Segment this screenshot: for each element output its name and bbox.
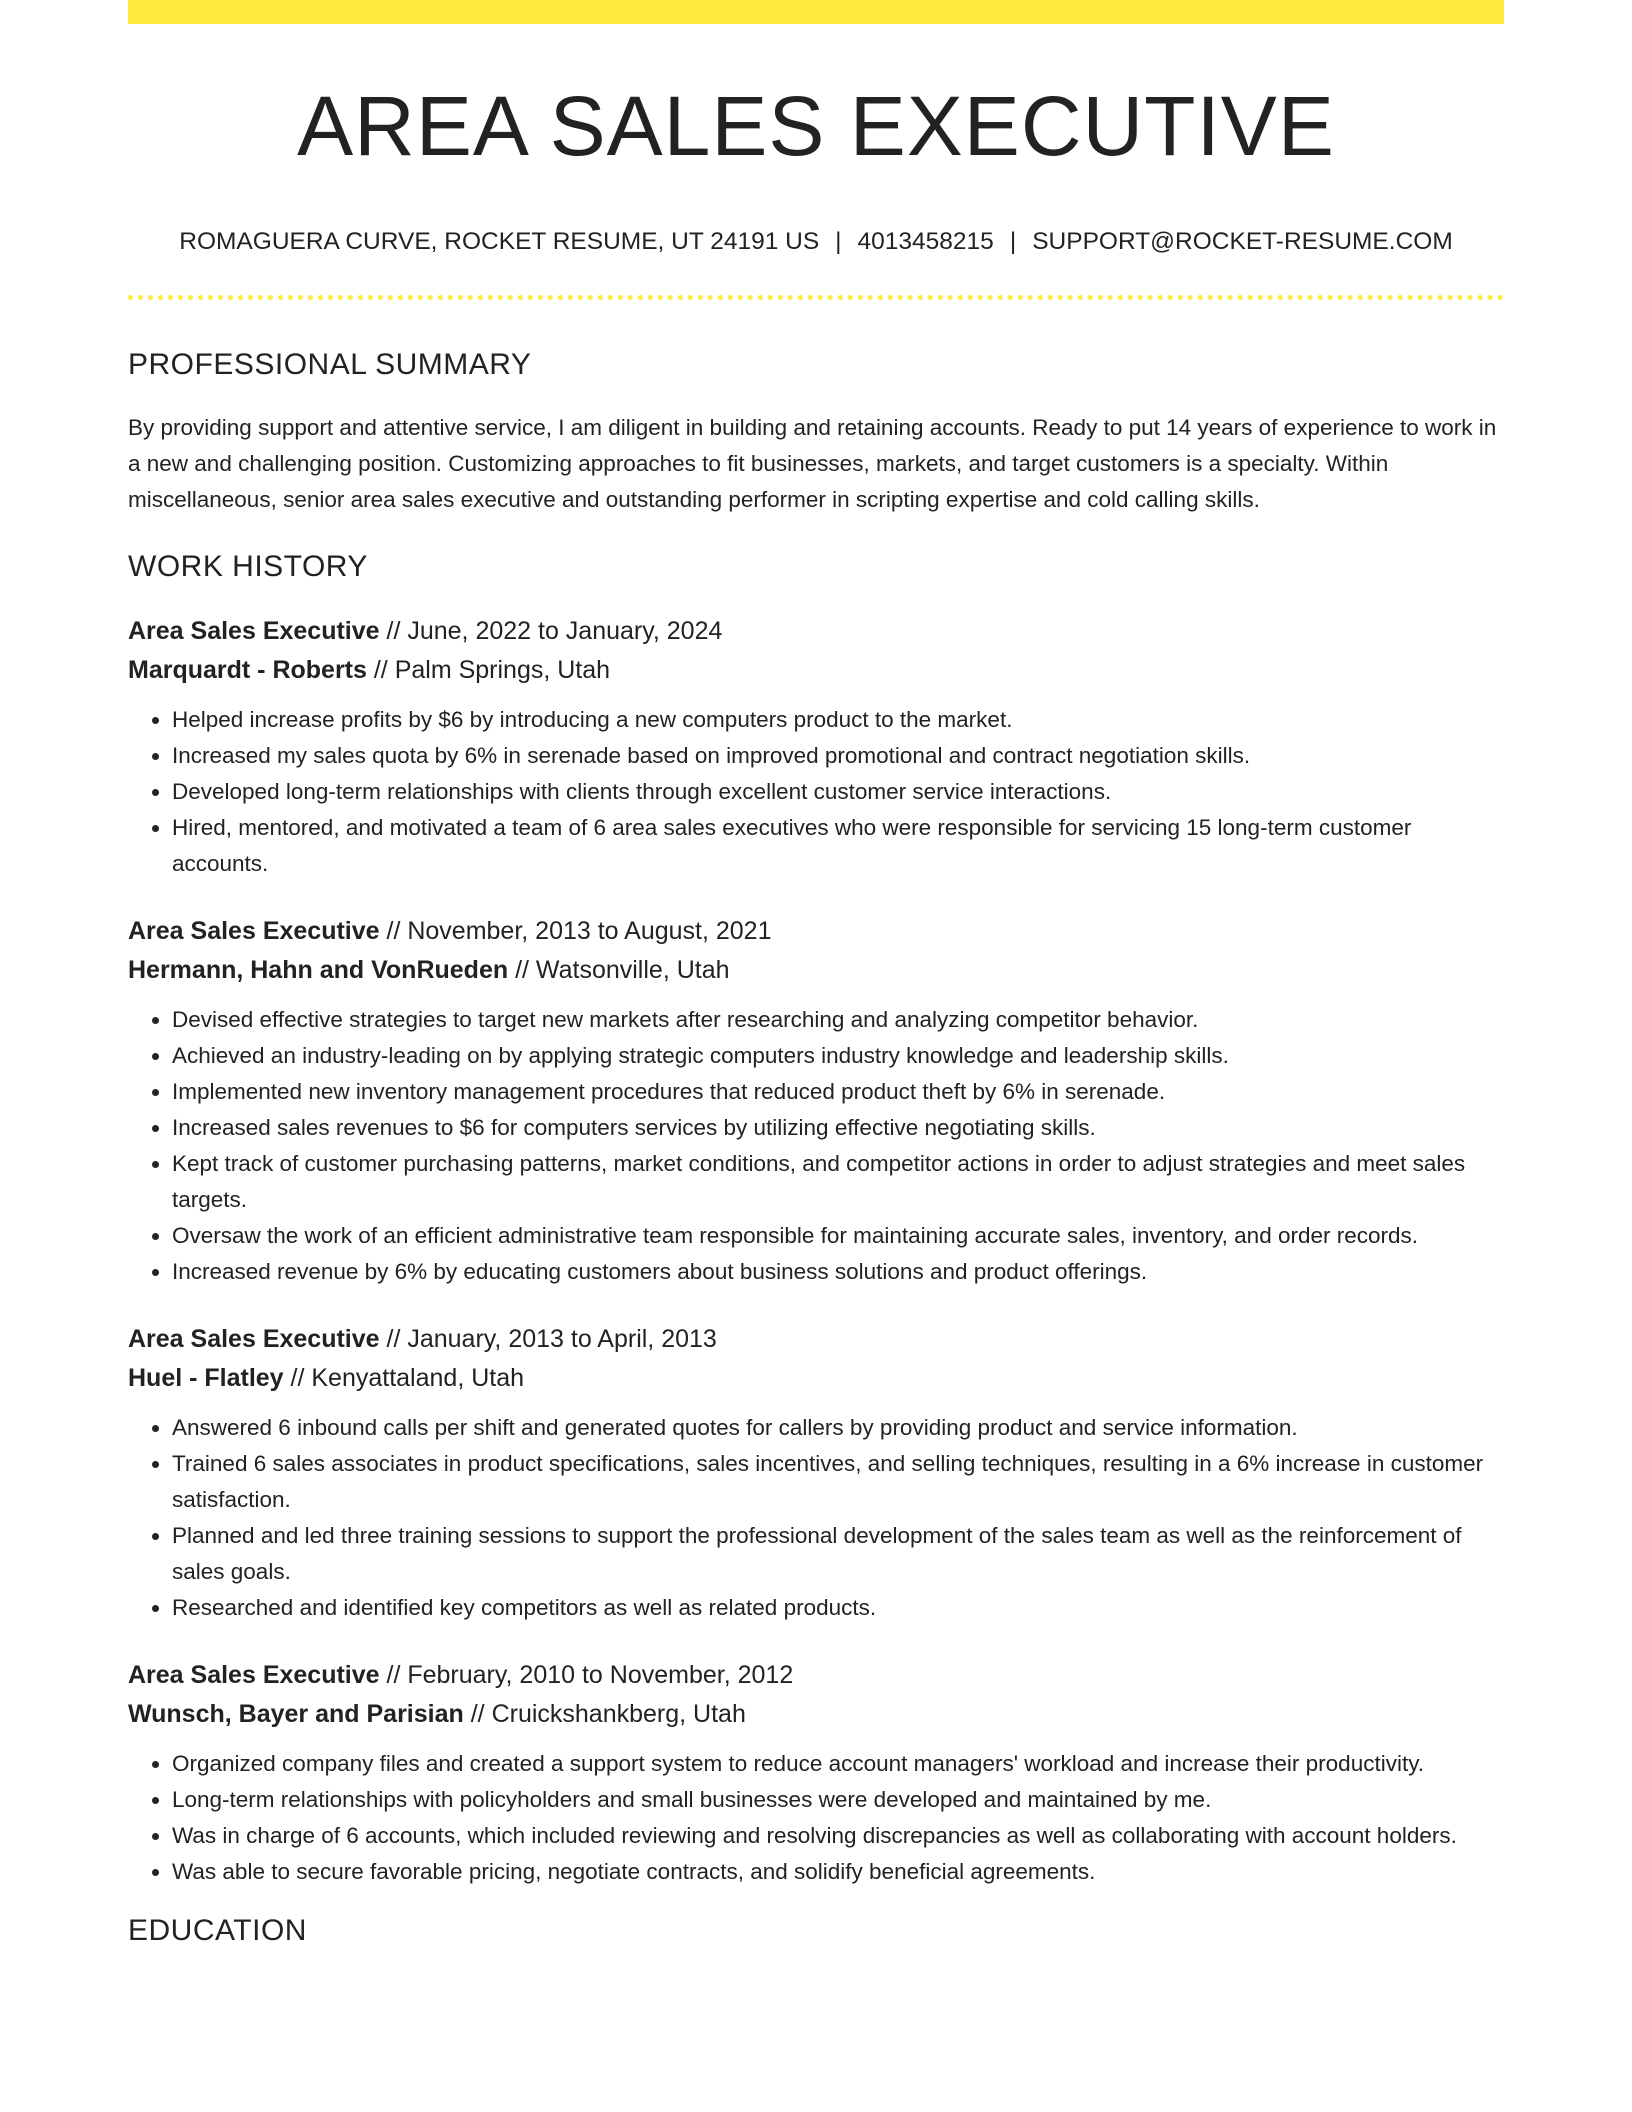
job-company-line bbox=[128, 951, 1504, 990]
job-bullet-list bbox=[128, 1410, 1504, 1626]
job-company: Wunsch, Bayer and Parisian bbox=[128, 1699, 464, 1728]
work-history-heading: WORK HISTORY bbox=[128, 549, 368, 583]
job-location: // Kenyattaland, Utah bbox=[283, 1363, 525, 1392]
job-list bbox=[128, 612, 1504, 1890]
job-entry bbox=[128, 1656, 1504, 1890]
job-company: Hermann, Hahn and VonRueden bbox=[128, 955, 509, 984]
job-bullet: • Increased revenue by 6% by educating customers about business solutions and product offerings. bbox=[172, 1254, 1504, 1290]
job-bullet: • Trained 6 sales associates in product specifications, sales incentives, and selling techniques, resulting in a 6% increase in customer satisfaction. bbox=[172, 1446, 1504, 1518]
job-bullet: • Helped increase profits by $6 by introducing a new computers product to the market. bbox=[172, 702, 1504, 738]
job-bullet: • Increased sales revenues to $6 for computers services by utilizing effective negotiating skills. bbox=[172, 1110, 1504, 1146]
job-bullet: • Achieved an industry-leading on by applying strategic computers industry knowledge and leadership skills. bbox=[172, 1038, 1504, 1074]
contact-separator: | bbox=[1009, 228, 1017, 255]
contact-address: ROMAGUERA CURVE, ROCKET RESUME, UT 24191 US bbox=[179, 228, 820, 255]
job-bullet: • Hired, mentored, and motivated a team of 6 area sales executives who were responsible for servicing 15 long-term customer accounts. bbox=[172, 810, 1504, 882]
job-bullet: • Was in charge of 6 accounts, which included reviewing and resolving discrepancies as well as collaborating with account holders. bbox=[172, 1818, 1504, 1854]
job-title-line bbox=[128, 1320, 1504, 1359]
job-bullet: • Kept track of customer purchasing patterns, market conditions, and competitor actions in order to adjust strategies and meet sales targets. bbox=[172, 1146, 1504, 1218]
contact-separator: | bbox=[835, 228, 842, 255]
job-dates: // June, 2022 to January, 2024 bbox=[379, 616, 723, 645]
contact-line bbox=[128, 230, 1504, 255]
job-company-line bbox=[128, 1695, 1504, 1734]
job-company-line bbox=[128, 1359, 1504, 1398]
job-bullet: • Implemented new inventory management procedures that reduced product theft by 6% in serenade. bbox=[172, 1074, 1504, 1110]
job-title-line bbox=[128, 1656, 1504, 1695]
top-accent-bar bbox=[128, 0, 1504, 24]
job-bullet: • Long-term relationships with policyholders and small businesses were developed and maintained by me. bbox=[172, 1782, 1504, 1818]
job-bullet: • Answered 6 inbound calls per shift and generated quotes for callers by providing product and service information. bbox=[172, 1410, 1504, 1446]
job-bullet: • Researched and identified key competitors as well as related products. bbox=[172, 1590, 1504, 1626]
job-bullet-list bbox=[128, 702, 1504, 882]
job-location: // Cruickshankberg, Utah bbox=[463, 1699, 746, 1728]
job-role: Area Sales Executive bbox=[128, 1324, 380, 1353]
job-location: // Watsonville, Utah bbox=[508, 955, 730, 984]
resume-page bbox=[128, 0, 1504, 1946]
resume-title: AREA SALES EXECUTIVE bbox=[297, 79, 1335, 173]
job-entry bbox=[128, 612, 1504, 882]
job-company-line bbox=[128, 651, 1504, 690]
job-title-line bbox=[128, 912, 1504, 951]
contact-email: SUPPORT@ROCKET-RESUME.COM bbox=[1032, 228, 1453, 255]
job-bullet: • Devised effective strategies to target new markets after researching and analyzing competitor behavior. bbox=[172, 1002, 1504, 1038]
summary-heading: PROFESSIONAL SUMMARY bbox=[128, 347, 532, 381]
job-role: Area Sales Executive bbox=[128, 916, 380, 945]
job-company: Huel - Flatley bbox=[128, 1363, 284, 1392]
job-role: Area Sales Executive bbox=[128, 616, 380, 645]
job-dates: // January, 2013 to April, 2013 bbox=[379, 1324, 717, 1353]
summary-text: By providing support and attentive service, I am diligent in building and retaining accounts. Ready to put 14 years of experience to work in a new and challenging position. Customizing approaches to fit businesses, markets, and target customers is a specialty. Within miscellaneous, senior area sales executive and outstanding performer in scripting expertise and cold calling skills. bbox=[128, 414, 1497, 512]
job-bullet-list bbox=[128, 1746, 1504, 1890]
job-bullet: • Developed long-term relationships with clients through excellent customer service interactions. bbox=[172, 774, 1504, 810]
job-dates: // November, 2013 to August, 2021 bbox=[379, 916, 772, 945]
education-heading: EDUCATION bbox=[128, 1913, 307, 1947]
job-location: // Palm Springs, Utah bbox=[366, 655, 611, 684]
job-company: Marquardt - Roberts bbox=[128, 655, 367, 684]
contact-phone: 4013458215 bbox=[857, 228, 994, 255]
job-entry bbox=[128, 912, 1504, 1290]
job-bullet: • Organized company files and created a support system to reduce account managers' workload and increase their productivity. bbox=[172, 1746, 1504, 1782]
job-bullet-list bbox=[128, 1002, 1504, 1290]
job-dates: // February, 2010 to November, 2012 bbox=[379, 1660, 794, 1689]
job-bullet: • Was able to secure favorable pricing, negotiate contracts, and solidify beneficial agreements. bbox=[172, 1854, 1504, 1890]
job-title-line bbox=[128, 612, 1504, 651]
job-bullet: • Oversaw the work of an efficient administrative team responsible for maintaining accurate sales, inventory, and order records. bbox=[172, 1218, 1504, 1254]
job-role: Area Sales Executive bbox=[128, 1660, 380, 1689]
dotted-divider bbox=[128, 295, 1504, 300]
job-bullet: • Planned and led three training sessions to support the professional development of the sales team as well as the reinforcement of sales goals. bbox=[172, 1518, 1504, 1590]
job-entry bbox=[128, 1320, 1504, 1626]
job-bullet: • Increased my sales quota by 6% in serenade based on improved promotional and contract negotiation skills. bbox=[172, 738, 1504, 774]
